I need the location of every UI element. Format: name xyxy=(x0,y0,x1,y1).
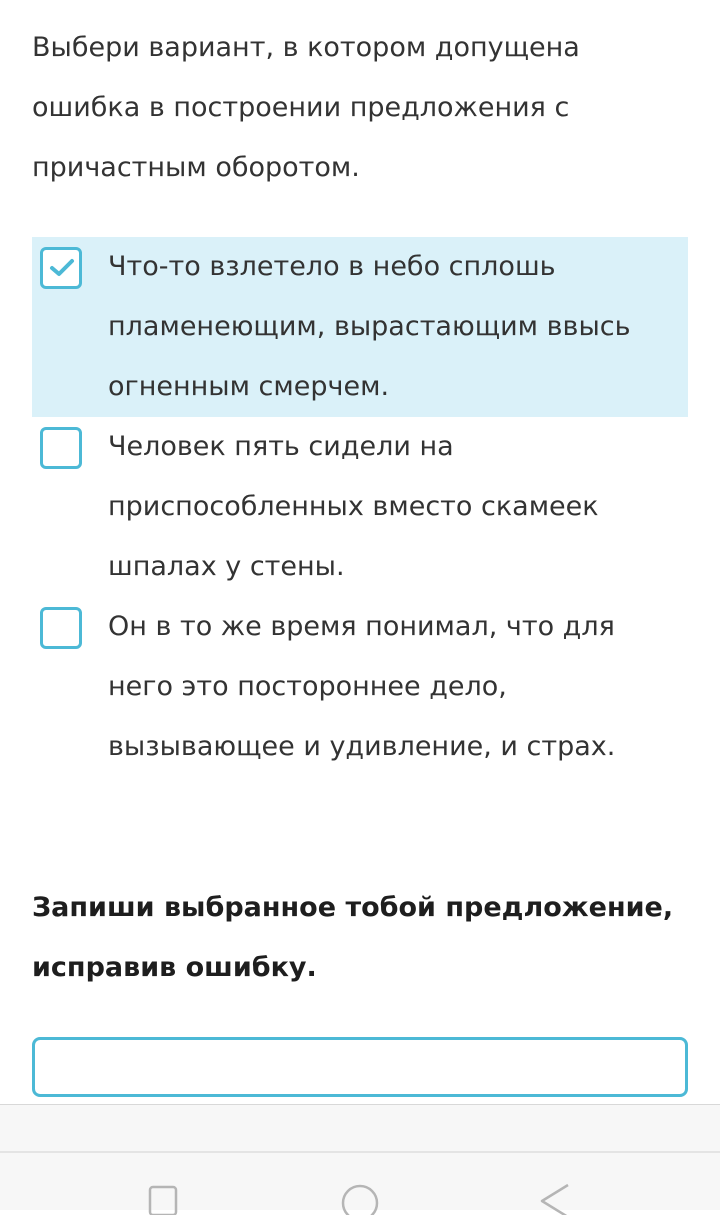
option-line: огненным смерчем. xyxy=(108,371,390,402)
question-text xyxy=(32,18,672,198)
task-line: Запиши выбранное тобой предложение, xyxy=(32,892,674,923)
option-line: приспособленных вместо скамеек xyxy=(108,491,599,522)
option-text xyxy=(108,237,678,417)
answer-input[interactable] xyxy=(32,1037,688,1097)
option-3[interactable] xyxy=(32,597,688,777)
recent-apps-icon[interactable] xyxy=(148,1183,180,1215)
option-line: Что-то взлетело в небо сплошь xyxy=(108,251,556,282)
divider xyxy=(0,1151,720,1153)
back-icon[interactable] xyxy=(536,1183,572,1215)
checkmark-icon xyxy=(49,258,75,278)
checkbox[interactable] xyxy=(40,427,82,469)
option-1[interactable] xyxy=(32,237,688,417)
question-line: причастным оборотом. xyxy=(32,152,360,183)
system-navigation-bar xyxy=(0,1104,720,1210)
option-text xyxy=(108,417,678,597)
option-line: Человек пять сидели на xyxy=(108,431,454,462)
task-instruction xyxy=(32,878,702,998)
checkbox[interactable] xyxy=(40,607,82,649)
option-line: шпалах у стены. xyxy=(108,551,345,582)
option-2[interactable] xyxy=(32,417,688,597)
home-icon[interactable] xyxy=(340,1183,380,1215)
option-line: него это постороннее дело, xyxy=(108,671,507,702)
question-line: ошибка в построении предложения с xyxy=(32,92,570,123)
task-line: исправив ошибку. xyxy=(32,952,317,983)
option-line: Он в то же время понимал, что для xyxy=(108,611,615,642)
option-line: пламенеющим, вырастающим ввысь xyxy=(108,311,631,342)
question-line: Выбери вариант, в котором допущена xyxy=(32,32,580,63)
option-text xyxy=(108,597,678,777)
option-line: вызывающее и удивление, и страх. xyxy=(108,731,616,762)
checkbox-checked[interactable] xyxy=(40,247,82,289)
